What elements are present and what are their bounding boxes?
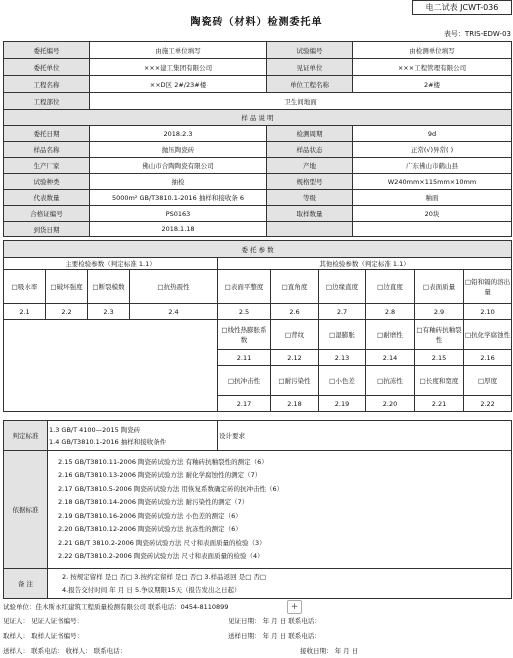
batch-value[interactable]: 5000m² GB/T3810.1-2016 抽样和接收条 6: [90, 190, 267, 206]
spec-value[interactable]: W240mm×115mm×10mm: [353, 174, 512, 190]
basis-item: 2.18 GB/T3810.14-2006 陶瓷砖试验方法 耐污染性的测定（7）: [58, 498, 249, 506]
param-code: 2.2: [46, 304, 88, 320]
param-checkbox[interactable]: □耐污染性: [271, 366, 319, 396]
basis-standards: [48, 451, 512, 569]
footer-sender-right: 接收日期： 年 月 日: [300, 647, 359, 655]
batch-label: 代表数量: [4, 190, 90, 206]
param-checkbox[interactable]: □直角度: [271, 270, 319, 304]
param-checkbox[interactable]: □背纹: [271, 320, 319, 350]
param-code: 2.15: [415, 350, 464, 366]
commission-date-value[interactable]: 2018.2.3: [90, 126, 267, 142]
param-code: 2.8: [366, 304, 415, 320]
client-value[interactable]: ×××建工集团有限公司: [90, 59, 267, 76]
footer-sampler-left: 取样人： 取样人证书编号：: [3, 632, 84, 640]
param-code: 2.18: [271, 396, 319, 412]
certificate-value[interactable]: PS0163: [90, 206, 267, 222]
basis-item: 2.21 GB/T 3810.2-2006 陶瓷砖试验方法 尺寸和表面质量的检验（3）: [58, 538, 266, 547]
footer-lab-row: 试验单位：佳木斯永红建筑工程质量检测有限公司 联系电话：0454-8110899: [3, 603, 229, 611]
param-code: 2.14: [366, 350, 415, 366]
info-table: [3, 41, 512, 237]
position-label: 工程部位: [4, 93, 90, 110]
param-checkbox[interactable]: □边直度: [366, 270, 415, 304]
param-checkbox[interactable]: □抗冻性: [366, 366, 415, 396]
blank-area: [4, 320, 218, 412]
param-code: 2.22: [464, 396, 512, 412]
param-code: 2.20: [366, 396, 415, 412]
judge-line: 1.4 GB/T3810.1-2016 抽样和接收条件: [49, 437, 167, 446]
param-code: 2.10: [464, 304, 512, 320]
plus-icon[interactable]: +: [287, 600, 302, 614]
spec-label: 规格型号: [267, 174, 353, 190]
judge-line: 1.3 GB/T 4100—2015 陶瓷砖: [49, 425, 141, 434]
param-checkbox[interactable]: □厚度: [464, 366, 512, 396]
manufacturer-label: 生产厂家: [4, 158, 90, 174]
project-value[interactable]: ××D区 2#/23#楼: [90, 76, 267, 93]
other-params-header: 其他检验参数（判定标准 1.1）: [218, 258, 512, 270]
commission-no-label: 委托编号: [4, 42, 90, 59]
param-code: 2.7: [319, 304, 366, 320]
empty-cell: [353, 222, 512, 237]
params-section-header: 委 托 参 数: [4, 241, 512, 258]
param-code: 2.21: [415, 396, 464, 412]
remarks-label: 备 注: [4, 569, 48, 599]
test-period-label: 检测周期: [267, 126, 353, 142]
origin-value[interactable]: 广东佛山市鹤山县: [353, 158, 512, 174]
form-code-tag: 电二试表 JCWT-036: [412, 0, 512, 15]
param-checkbox[interactable]: □线性热膨胀系数: [218, 320, 271, 350]
footer-witness-right: 见证日期： 年 月 日 联系电话：: [228, 617, 321, 625]
basis-label: 依据标准: [4, 451, 48, 569]
test-no-value[interactable]: 由检测单位填写: [353, 42, 512, 59]
param-code: 2.1: [4, 304, 46, 320]
param-checkbox[interactable]: □长度和宽度: [415, 366, 464, 396]
param-code: 2.9: [415, 304, 464, 320]
commission-no-value[interactable]: 由施工单位填写: [90, 42, 267, 59]
design-requirement-label[interactable]: 设计要求: [218, 421, 512, 451]
param-code: 2.19: [319, 396, 366, 412]
sample-name-label: 样品名称: [4, 142, 90, 158]
basis-item: 2.17 GB/T3810.5-2006 陶瓷砖试验方法 用恢复系数确定砖的抗冲击性（6）: [58, 484, 284, 493]
client-label: 委托单位: [4, 59, 90, 76]
test-period-value[interactable]: 9d: [353, 126, 512, 142]
sample-state-label: 样品状态: [267, 142, 353, 158]
position-value[interactable]: 卫生间地面: [90, 93, 512, 110]
params-table: [3, 240, 512, 412]
footer-witness-left: 见证人： 见证人证书编号：: [3, 617, 84, 625]
standards-table: [3, 420, 512, 599]
param-checkbox[interactable]: □抗热震性: [130, 270, 218, 304]
basis-item: 2.15 GB/T3810.11-2006 陶瓷砖试验方法 有釉砖抗釉裂性的测定（6）: [58, 457, 268, 466]
unit-project-label: 单位工程名称: [267, 76, 353, 93]
sample-state-value[interactable]: 正常(√)异常( ): [353, 142, 512, 158]
form-title: 陶瓷砖（材料）检测委托单: [190, 17, 323, 28]
sample-qty-value[interactable]: 20块: [353, 206, 512, 222]
param-checkbox[interactable]: □湿膨胀: [319, 320, 366, 350]
param-code: 2.6: [271, 304, 319, 320]
param-checkbox[interactable]: □表面平整度: [218, 270, 271, 304]
param-checkbox[interactable]: □铅和镉的溶出量: [464, 270, 512, 304]
remarks-line: 4.报告交付时间 年 月 日 5.争议期限15天（报告发出之日起）: [62, 585, 241, 594]
param-code: 2.3: [88, 304, 130, 320]
param-code: 2.5: [218, 304, 271, 320]
grade-label: 等级: [267, 190, 353, 206]
judge-standards: [48, 421, 218, 451]
param-checkbox[interactable]: □断裂模数: [88, 270, 130, 304]
footer-sender-left: 送样人： 联系电话： 收样人： 联系电话：: [3, 647, 127, 655]
document-number: 表号：TRIS-EDW-03: [443, 30, 511, 38]
param-code: 2.11: [218, 350, 271, 366]
witness-unit-label: 见证单位: [267, 59, 353, 76]
empty-cell: [267, 222, 353, 237]
origin-label: 产地: [267, 158, 353, 174]
test-no-label: 试验编号: [267, 42, 353, 59]
manufacturer-value[interactable]: 佛山市合陶陶瓷有限公司: [90, 158, 267, 174]
remarks-line: 2. 按规定留样 是□ 否□ 3.按约定留样 是□ 否□ 3.样品返回 是□ 否□: [62, 572, 267, 581]
param-code: 2.16: [464, 350, 512, 366]
param-checkbox[interactable]: □耐磨性: [366, 320, 415, 350]
basis-item: 2.16 GB/T3810.13-2006 陶瓷砖试验方法 耐化学腐蚀性的测定（7）: [58, 471, 262, 479]
param-checkbox[interactable]: □有釉砖抗釉裂性: [415, 320, 464, 350]
basis-item: 2.20 GB/T3810.12-2006 陶瓷砖试验方法 抗冻性的测定（6）: [58, 525, 242, 533]
project-label: 工程名称: [4, 76, 90, 93]
param-checkbox[interactable]: □小色差: [319, 366, 366, 396]
basis-item: 2.19 GB/T3810.16-2006 陶瓷砖试验方法 小色差的测定（6）: [58, 511, 242, 520]
judge-label: 判定标准: [4, 421, 48, 451]
witness-unit-value[interactable]: ×××工程管理有限公司: [353, 59, 512, 76]
sample-section-header: 样 品 说 明: [4, 110, 512, 126]
param-code: 2.17: [218, 396, 271, 412]
main-params-header: 主要检验参数（判定标准 1.1）: [4, 258, 218, 270]
param-checkbox[interactable]: □边缘直度: [319, 270, 366, 304]
param-checkbox[interactable]: □抗化学腐蚀性: [464, 320, 512, 350]
param-code: 2.12: [271, 350, 319, 366]
remarks-content: [48, 569, 512, 599]
basis-item: 2.22 GB/T3810.2-2006 陶瓷砖试验方法 尺寸和表面质量的检验（4）: [58, 552, 264, 560]
param-code: 2.4: [130, 304, 218, 320]
param-checkbox[interactable]: □抗冲击性: [218, 366, 271, 396]
arrival-date-value[interactable]: 2018.1.18: [90, 222, 267, 237]
param-checkbox[interactable]: □破坏强度: [46, 270, 88, 304]
param-checkbox[interactable]: □吸水率: [4, 270, 46, 304]
sample-qty-label: 取样数量: [267, 206, 353, 222]
footer-sampler-right: 送样日期： 年 月 日 联系电话：: [228, 632, 321, 640]
test-type-value[interactable]: 抽检: [90, 174, 267, 190]
test-type-label: 试验种类: [4, 174, 90, 190]
unit-project-value[interactable]: 2#楼: [353, 76, 512, 93]
certificate-label: 合格证编号: [4, 206, 90, 222]
param-code: 2.13: [319, 350, 366, 366]
commission-date-label: 委托日期: [4, 126, 90, 142]
grade-value[interactable]: 釉面: [353, 190, 512, 206]
arrival-date-label: 到货日期: [4, 222, 90, 237]
param-checkbox[interactable]: □表面质量: [415, 270, 464, 304]
sample-name-value[interactable]: 抛压陶瓷砖: [90, 142, 267, 158]
